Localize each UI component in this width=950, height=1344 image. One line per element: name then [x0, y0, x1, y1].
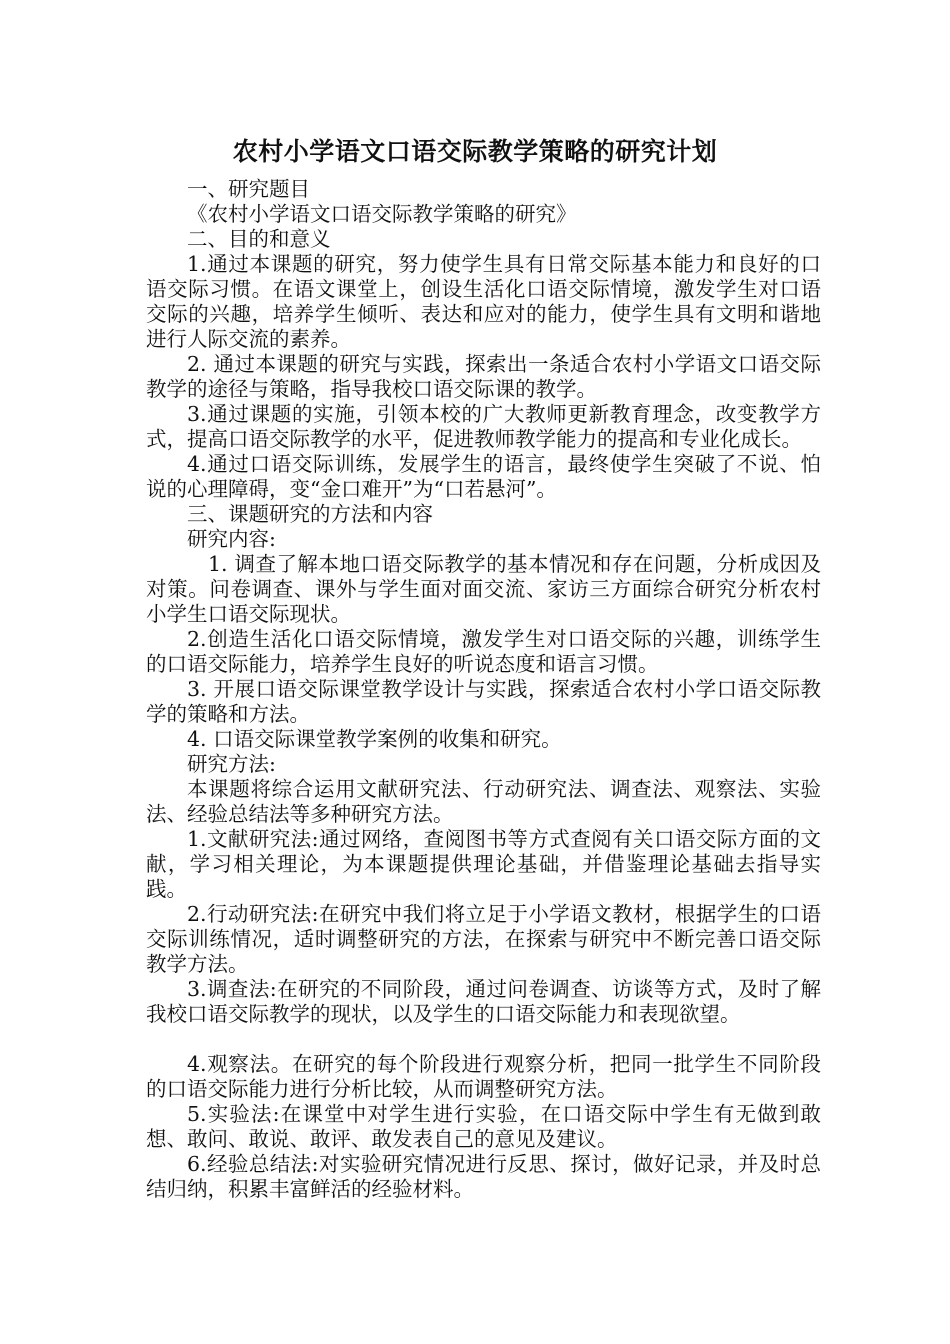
section-heading-methods: 三、课题研究的方法和内容: [187, 502, 433, 526]
method-item-1: 1.文献研究法:通过网络，查阅图书等方式查阅有关口语交际方面的文献，学习相关理论，为本课题提供理论基础，并借鉴理论基础去指导实践。: [146, 827, 821, 901]
subheading-methods: 研究方法:: [187, 752, 276, 776]
purpose-item-4: 4.通过口语交际训练，发展学生的语言，最终使学生突破了不说、怕说的心理障碍，变“金口难开”为“口若悬河”。: [146, 452, 821, 501]
purpose-item-3: 3.通过课题的实施，引领本校的广大教师更新教育理念，改变教学方式，提高口语交际教学的水平，促进教师教学能力的提高和专业化成长。: [146, 402, 821, 451]
document-body: [146, 177, 821, 1202]
method-item-4: 4.观察法。在研究的每个阶段进行观察分析，把同一批学生不同阶段的口语交际能力进行分析比较，从而调整研究方法。: [146, 1052, 821, 1101]
document-title: 农村小学语文口语交际教学策略的研究计划: [232, 137, 718, 166]
content-item-2: 2.创造生活化口语交际情境，激发学生对口语交际的兴趣，训练学生的口语交际能力，培养学生良好的听说态度和语言习惯。: [146, 627, 821, 676]
method-item-3: 3.调查法:在研究的不同阶段，通过问卷调查、访谈等方式，及时了解我校口语交际教学的现状，以及学生的口语交际能力和表现欲望。: [146, 977, 821, 1026]
topic-title: 《农村小学语文口语交际教学策略的研究》: [187, 202, 577, 226]
purpose-item-2: 2. 通过本课题的研究与实践，探索出一条适合农村小学语文口语交际教学的途径与策略，指导我校口语交际课的教学。: [146, 352, 821, 401]
method-item-6: 6.经验总结法:对实验研究情况进行反思、探讨，做好记录，并及时总结归纳，积累丰富鲜活的经验材料。: [146, 1152, 821, 1201]
method-item-5: 5.实验法:在课堂中对学生进行实验，在口语交际中学生有无做到敢想、敢问、敢说、敢评、敢发表自己的意见及建议。: [146, 1102, 821, 1151]
section-heading-purpose: 二、目的和意义: [187, 227, 331, 251]
content-item-1: 1. 调查了解本地口语交际教学的基本情况和存在问题，分析成因及对策。问卷调查、课外与学生面对面交流、家访三方面综合研究分析农村小学生口语交际现状。: [146, 552, 821, 626]
subheading-content: 研究内容:: [187, 527, 276, 551]
method-item-2: 2.行动研究法:在研究中我们将立足于小学语文教材，根据学生的口语交际训练情况，适时调整研究的方法，在探索与研究中不断完善口语交际教学方法。: [146, 902, 821, 976]
content-item-4: 4. 口语交际课堂教学案例的收集和研究。: [187, 727, 562, 751]
methods-intro: 本课题将综合运用文献研究法、行动研究法、调查法、观察法、实验法、经验总结法等多种研究方法。: [146, 777, 821, 826]
section-heading-topic: 一、研究题目: [187, 177, 310, 201]
content-item-3: 3. 开展口语交际课堂教学设计与实践，探索适合农村小学口语交际教学的策略和方法。: [146, 677, 821, 726]
purpose-item-1: 1.通过本课题的研究，努力使学生具有日常交际基本能力和良好的口语交际习惯。在语文课堂上，创设生活化口语交际情境，激发学生对口语交际的兴趣，培养学生倾听、表达和应对的能力，使学生具有文明和谐地进行人际交流的素养。: [146, 252, 821, 351]
